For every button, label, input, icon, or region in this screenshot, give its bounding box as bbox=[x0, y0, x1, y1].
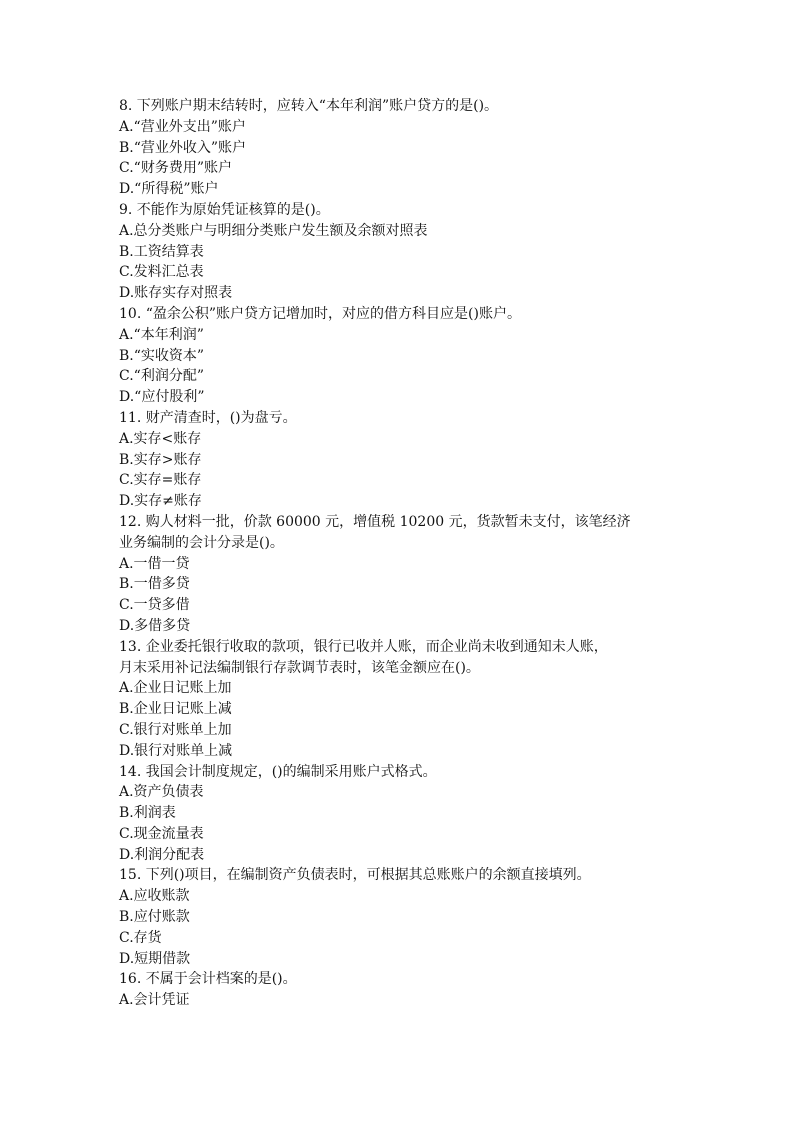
question-10-option-a: A.“本年利润” bbox=[119, 326, 204, 343]
question-12-text-line-2: 业务编制的会计分录是()。 bbox=[119, 534, 284, 551]
question-12-text-line-1: 12. 购人材料一批，价款 60000 元，增值税 10200 元，货款暂未支付，该笔经济 bbox=[119, 513, 631, 530]
question-16-option-a: A.会计凭证 bbox=[119, 992, 190, 1009]
question-11-text: 11. 财产清查时，()为盘亏。 bbox=[119, 409, 297, 426]
question-13-option-c: C.银行对账单上加 bbox=[119, 721, 232, 738]
question-10-option-d: D.“应付股利” bbox=[119, 389, 205, 406]
question-14-option-a: A.资产负债表 bbox=[119, 784, 204, 801]
question-10-option-c: C.“利润分配” bbox=[119, 368, 204, 385]
question-12-option-c: C.一贷多借 bbox=[119, 597, 190, 614]
question-11-option-b: B.实存>账存 bbox=[119, 451, 202, 468]
question-10-option-b: B.“实收资本” bbox=[119, 347, 205, 364]
question-15-text: 15. 下列()项目，在编制资产负债表时，可根据其总账账户的余额直接填列。 bbox=[119, 867, 591, 884]
question-13-option-b: B.企业日记账上减 bbox=[119, 701, 232, 718]
question-15-option-c: C.存货 bbox=[119, 929, 162, 946]
question-15-option-d: D.短期借款 bbox=[119, 950, 191, 967]
question-list bbox=[119, 96, 679, 1011]
question-15-option-a: A.应收账款 bbox=[119, 888, 190, 905]
question-13-text-line-2: 月末采用补记法编制银行存款调节表时，该笔金额应在()。 bbox=[119, 659, 480, 676]
question-10-text: 10. “盈余公积”账户贷方记增加时，对应的借方科目应是()账户。 bbox=[119, 305, 521, 322]
question-12-option-b: B.一借多贷 bbox=[119, 576, 190, 593]
question-9-option-d: D.账存实存对照表 bbox=[119, 285, 233, 302]
question-16-text: 16. 不属于会计档案的是()。 bbox=[119, 971, 297, 988]
question-8-option-a: A.“营业外支出”账户 bbox=[119, 118, 246, 135]
question-9-option-c: C.发料汇总表 bbox=[119, 264, 204, 281]
question-8-option-d: D.“所得税”账户 bbox=[119, 181, 219, 198]
question-11-option-d: D.实存≠账存 bbox=[119, 493, 202, 510]
question-9-option-b: B.工资结算表 bbox=[119, 243, 204, 260]
question-13-option-a: A.企业日记账上加 bbox=[119, 680, 232, 697]
question-12-option-d: D.多借多贷 bbox=[119, 617, 191, 634]
question-11-option-c: C.实存=账存 bbox=[119, 472, 202, 489]
question-8-option-c: C.“财务费用”账户 bbox=[119, 160, 232, 177]
question-8-text: 8. 下列账户期末结转时，应转入“本年利润”账户贷方的是()。 bbox=[119, 98, 499, 114]
question-11-option-a: A.实存<账存 bbox=[119, 430, 202, 447]
question-15-option-b: B.应付账款 bbox=[119, 909, 190, 926]
question-14-option-b: B.利润表 bbox=[119, 805, 176, 822]
question-9-text: 9. 不能作为原始凭证核算的是()。 bbox=[119, 201, 330, 218]
question-14-option-d: D.利润分配表 bbox=[119, 846, 205, 863]
question-13-text-line-1: 13. 企业委托银行收取的款项，银行已收并人账，而企业尚未收到通知未人账， bbox=[119, 638, 608, 655]
question-14-option-c: C.现金流量表 bbox=[119, 825, 204, 842]
question-12-option-a: A.一借一贷 bbox=[119, 555, 190, 572]
question-14-text: 14. 我国会计制度规定，()的编制采用账户式格式。 bbox=[119, 763, 437, 780]
question-9-option-a: A.总分类账户与明细分类账户发生额及余额对照表 bbox=[119, 222, 428, 239]
question-8-option-b: B.“营业外收入”账户 bbox=[119, 139, 247, 156]
question-13-option-d: D.银行对账单上减 bbox=[119, 742, 233, 759]
